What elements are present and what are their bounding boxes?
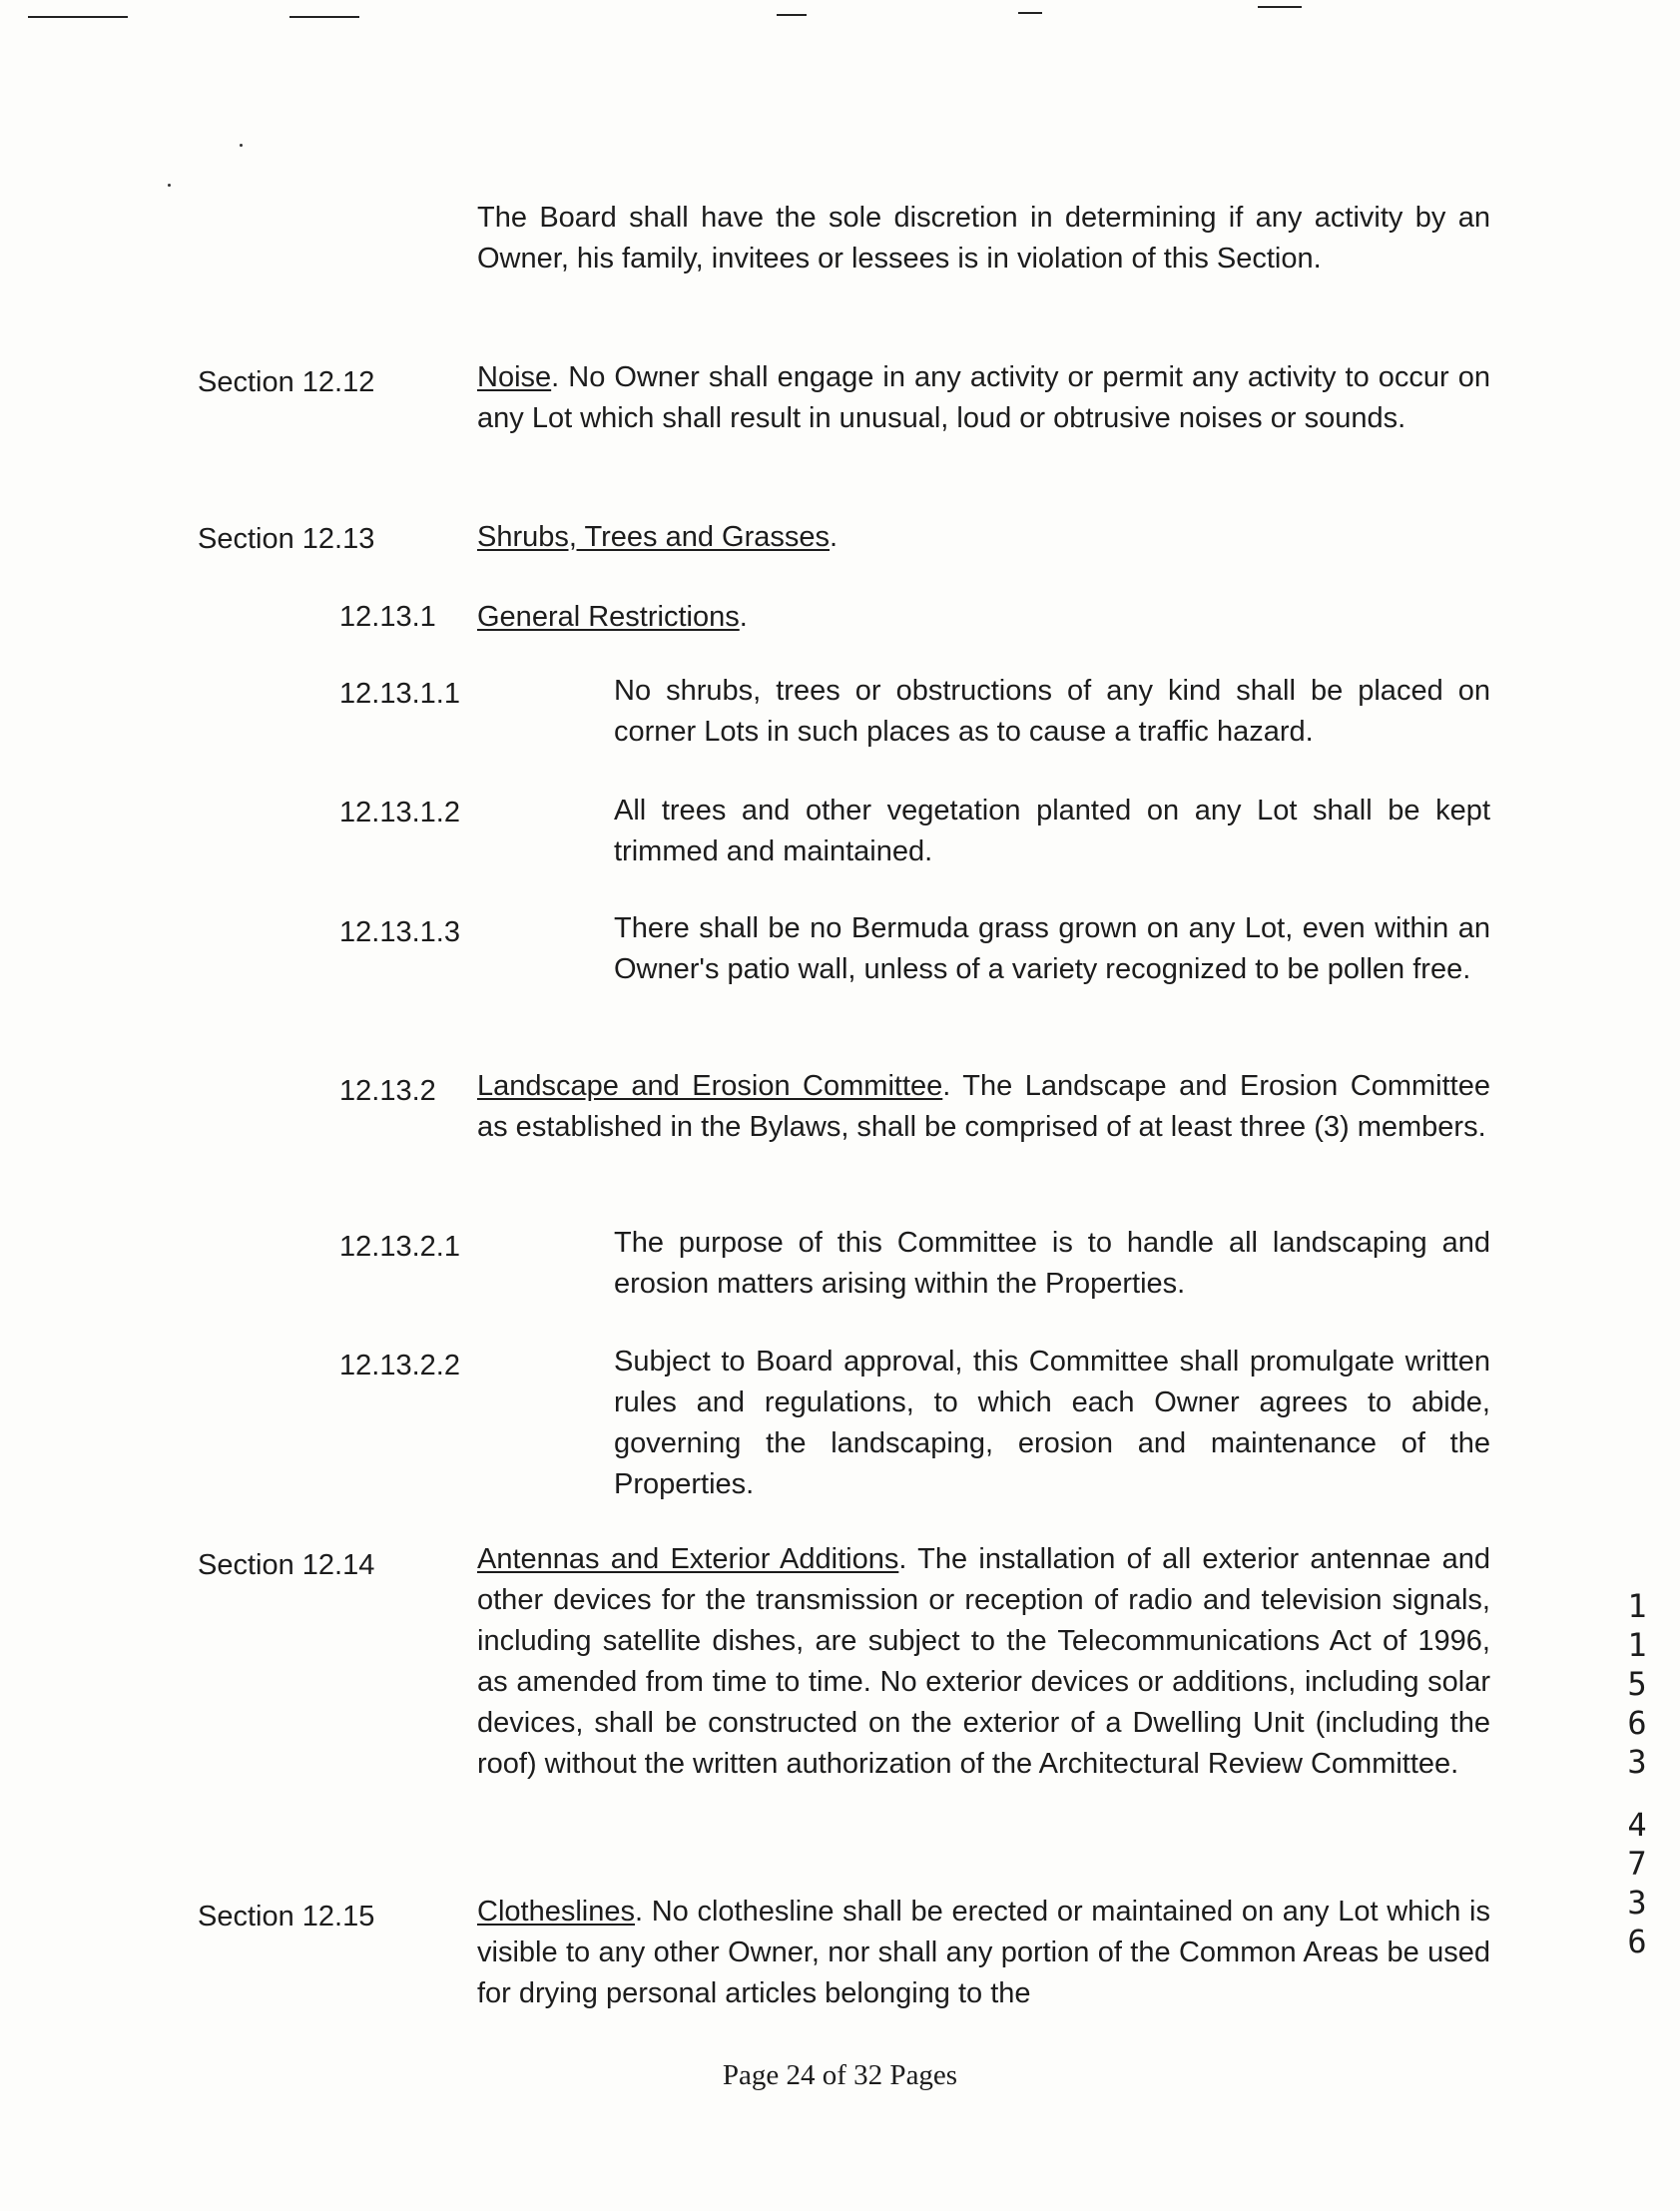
subsection-title: General Restrictions [477,601,740,633]
recording-number-stamp [1619,1587,1655,1961]
section-title: Shrubs, Trees and Grasses [477,521,830,553]
section-label: Section 12.12 [198,366,375,398]
scan-artifact-line [1258,6,1302,8]
section-text [477,517,1490,558]
stamp-digit: 5 [1627,1665,1647,1703]
subsection-number: 12.13.2 [339,1075,436,1107]
page-footer: Page 24 of 32 Pages [722,2059,958,2091]
item-number: 12.13.1.2 [339,797,460,829]
section-body: . The installation of all exterior antennae and other devices for the transmission or reception of radio and television signals, including satellite dishes, are subject to the Telecommunications Act of 1996, as amended from time to time. No exterior devices or additions, including solar devices, shall be constructed on the exterior of a Dwelling Unit (including the roof) without the written authorization of the Architectural Review Committee. [477,1543,1490,1780]
subsection-text [477,1066,1490,1148]
item-number: 12.13.1.3 [339,916,460,948]
scan-artifact-line [777,14,807,16]
subsection-body: . The Landscape and Erosion Committee as established in the Bylaws, shall be comprised of at least three (3) members. [477,1070,1490,1143]
stamp-digit: 1 [1627,1626,1647,1664]
item-text: No shrubs, trees or obstructions of any kind shall be placed on corner Lots in such places as to cause a traffic hazard. [614,675,1490,748]
stamp-digit: 3 [1627,1743,1647,1781]
section-title: Antennas and Exterior Additions [477,1543,899,1575]
section-title: Clotheslines [477,1896,635,1928]
item-text: All trees and other vegetation planted on any Lot shall be kept trimmed and maintained. [614,795,1490,867]
scan-artifact-line [289,16,359,18]
section-body: . [830,521,839,553]
item-text: Subject to Board approval, this Committee shall promulgate written rules and regulations, to which each Owner agrees to abide, governing the landscaping, erosion and maintenance of the Properties. [614,1346,1490,1500]
stamp-digit: 6 [1627,1923,1647,1960]
section-label: Section 12.13 [198,523,375,555]
item-number: 12.13.2.2 [339,1350,460,1382]
section-label: Section 12.15 [198,1901,375,1933]
scan-artifact-line [28,16,128,18]
scan-artifact-line [1018,12,1042,14]
section-title: Noise [477,361,552,393]
item-number: 12.13.1.1 [339,678,460,710]
item-number: 12.13.2.1 [339,1231,460,1263]
stamp-digit: 6 [1627,1704,1647,1742]
intro-paragraph: The Board shall have the sole discretion in determining if any activity by an Owner, his family, invitees or lessees is in violation of this Section. [477,202,1490,275]
stamp-digit: 1 [1627,1587,1647,1625]
section-text [477,1539,1490,1785]
section-text [477,357,1490,439]
item-text: The purpose of this Committee is to handle all landscaping and erosion matters arising within the Properties. [614,1227,1490,1300]
subsection-title: Landscape and Erosion Committee [477,1070,943,1102]
section-body: . No clothesline shall be erected or maintained on any Lot which is visible to any other Owner, nor shall any portion of the Common Areas be used for drying personal articles belonging to the [477,1896,1490,2009]
section-text [477,1892,1490,2014]
subsection-text [477,597,1490,638]
section-label: Section 12.14 [198,1549,375,1581]
subsection-body: . [739,601,748,633]
stamp-digit: 4 [1627,1806,1647,1844]
subsection-number: 12.13.1 [339,601,436,633]
item-text: There shall be no Bermuda grass grown on any Lot, even within an Owner's patio wall, unless of a variety recognized to be pollen free. [614,912,1490,985]
scan-artifact-dot [240,144,243,147]
stamp-digit: 3 [1627,1884,1647,1922]
scan-artifact-dot [168,184,171,187]
stamp-digit: 7 [1627,1845,1647,1883]
section-body: . No Owner shall engage in any activity or permit any activity to occur on any Lot which shall result in unusual, loud or obtrusive noises or sounds. [477,361,1490,434]
